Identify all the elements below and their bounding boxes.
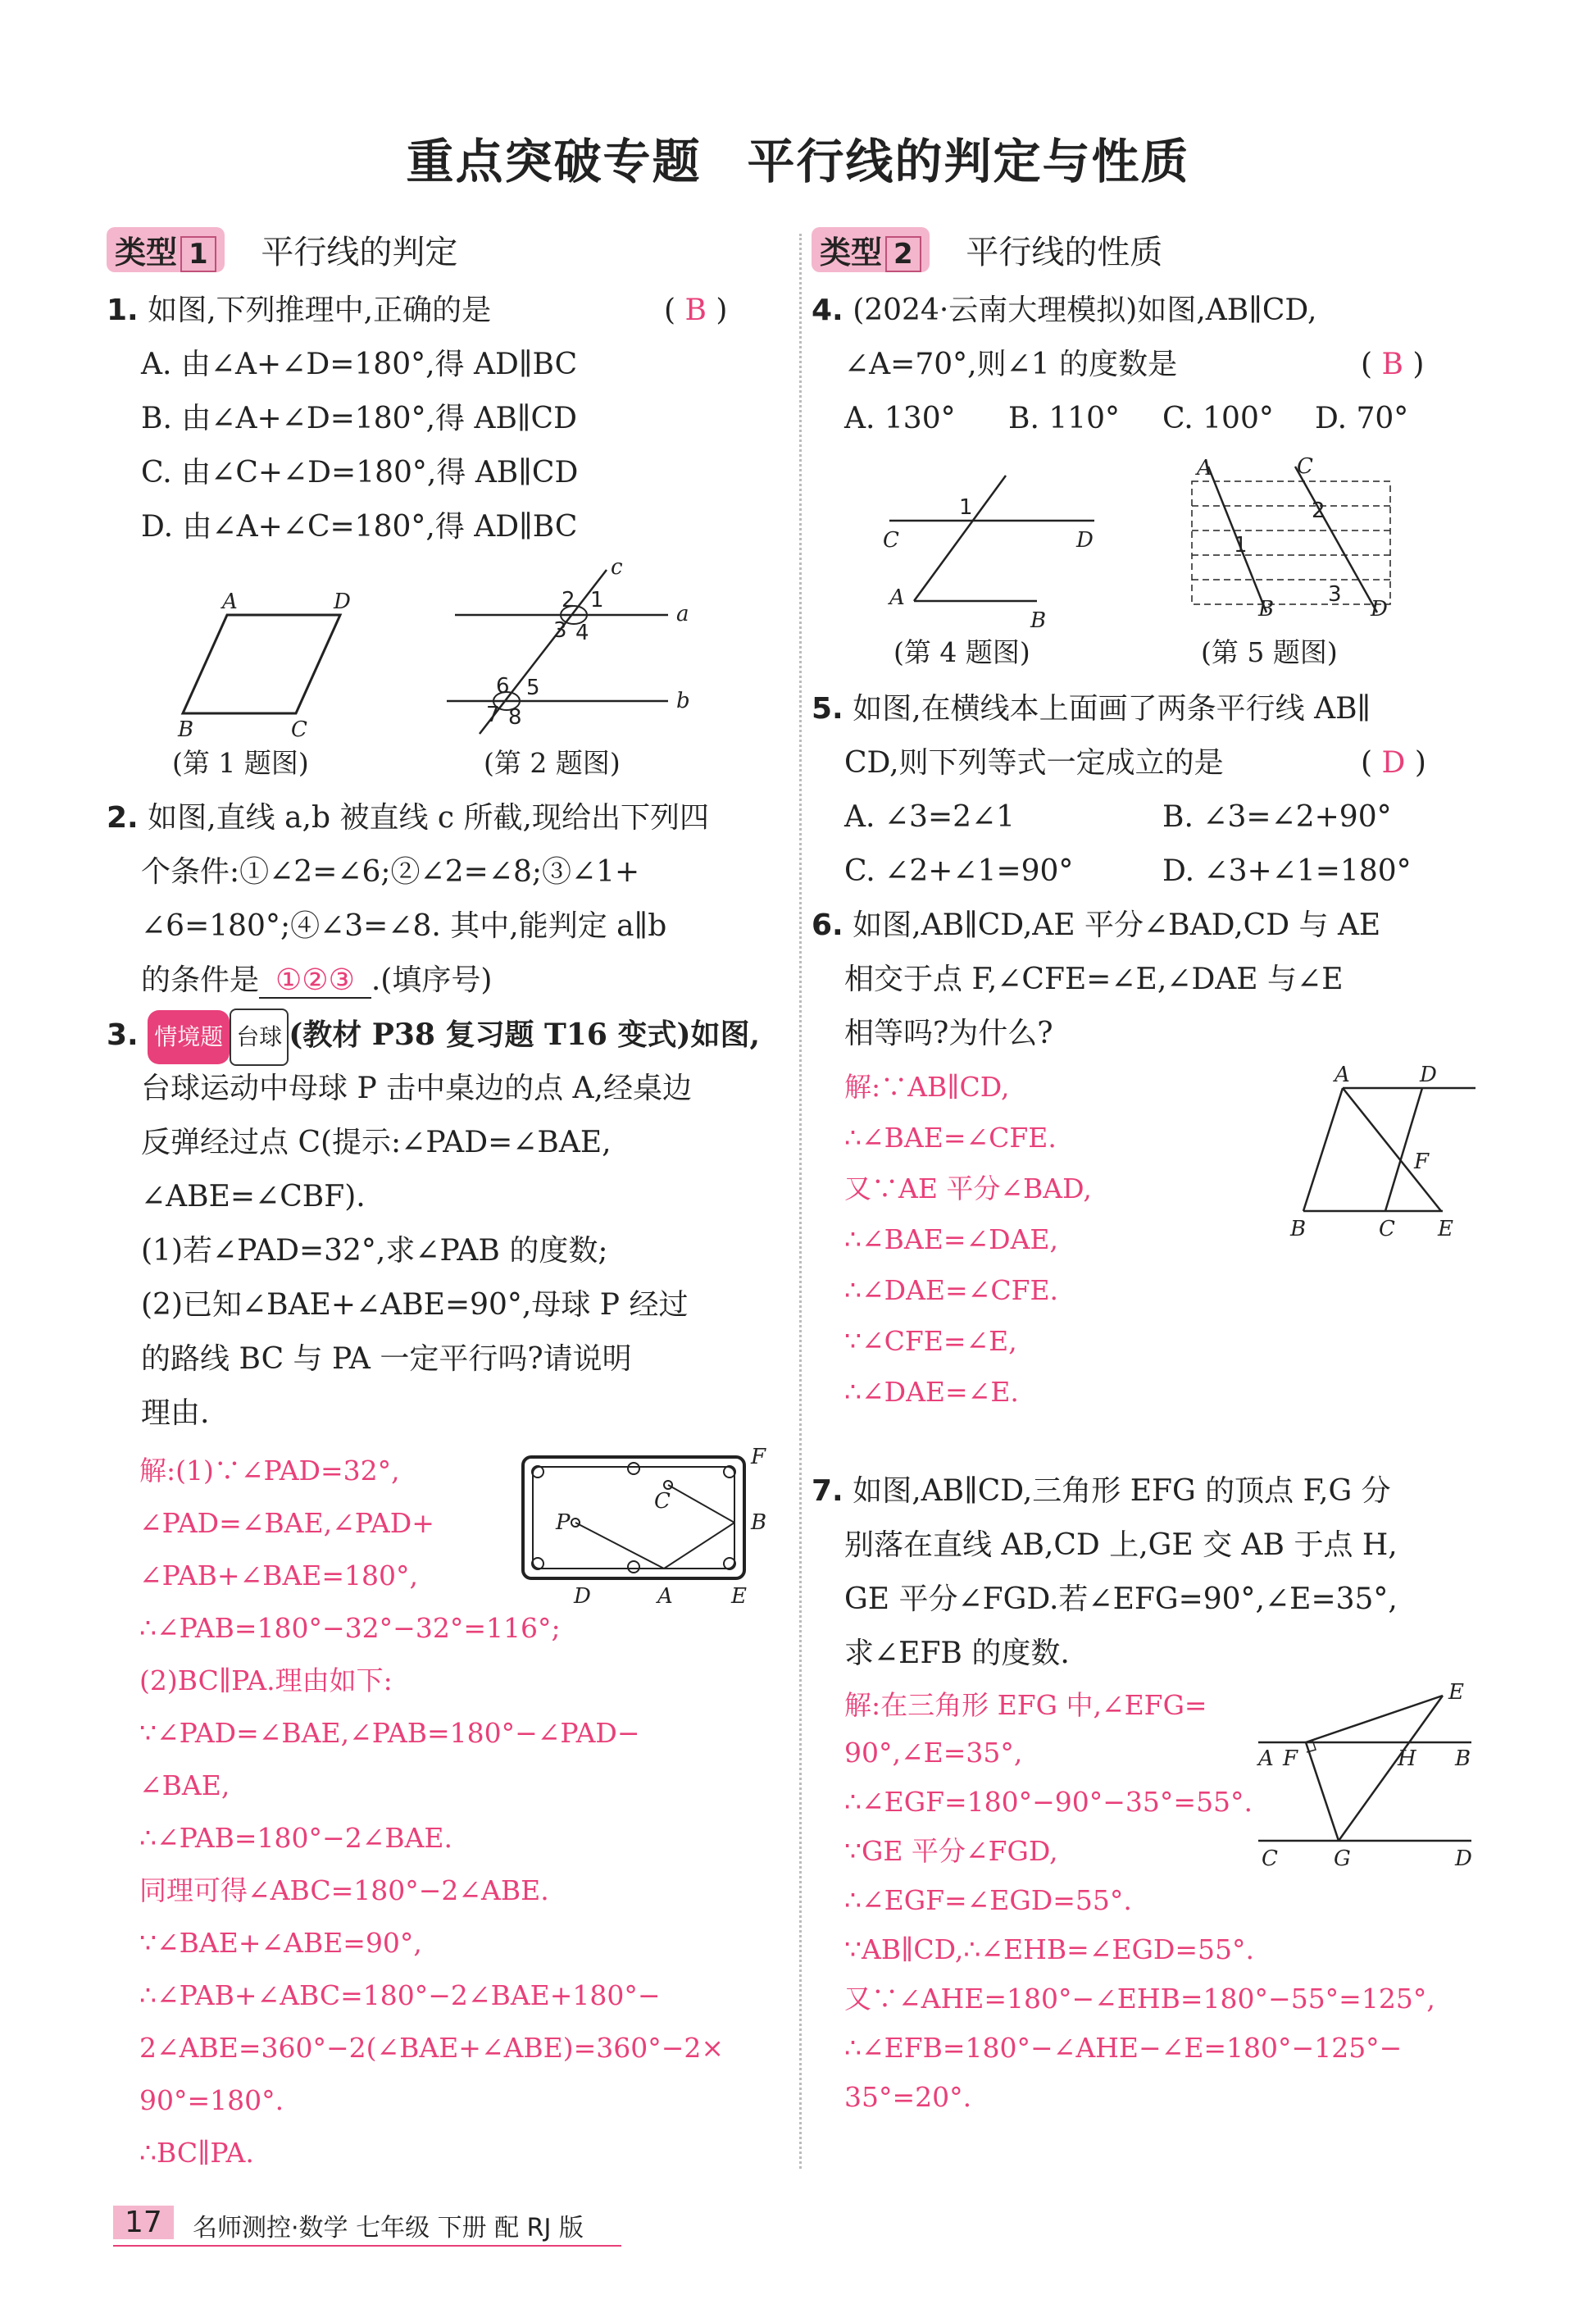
q5-option-a: A. ∠3=2∠1	[844, 800, 1016, 834]
svg-text:D: D	[574, 1584, 591, 1609]
svg-text:A: A	[889, 585, 905, 610]
q3-solution-11: ∴∠PAB+∠ABC=180°−2∠BAE+180°−	[139, 1979, 661, 2011]
svg-text:F: F	[751, 1445, 766, 1469]
svg-text:1: 1	[590, 588, 604, 612]
q7-solution-2: 90°,∠E=35°,	[844, 1737, 1023, 1769]
q6-line3: 相等吗?为什么?	[844, 1017, 1053, 1050]
q7-solution-6: ∵AB∥CD,∴∠EHB=∠EGD=55°.	[844, 1933, 1254, 1965]
svg-text:F: F	[1414, 1150, 1430, 1174]
q3-header: 3. 情境题 台球 (教材 P38 复习题 T16 变式)如图,	[107, 1008, 760, 1066]
q4-answer: B	[1381, 348, 1403, 381]
section-title: 平行线的判定	[261, 234, 458, 271]
svg-text:4: 4	[575, 621, 589, 645]
q7-solution-4: ∵GE 平分∠FGD,	[844, 1835, 1058, 1867]
footer-book-title: 名师测控·数学 七年级 下册 配 RJ 版	[193, 2214, 584, 2243]
q2-figure-caption: (第 2 题图)	[484, 747, 621, 779]
q5-option-d: D. ∠3+∠1=180°	[1162, 854, 1412, 888]
svg-text:D: D	[1076, 528, 1094, 553]
q3-solution-6: ∵∠PAD=∠BAE,∠PAB=180°−∠PAD−	[139, 1717, 640, 1749]
svg-text:E: E	[731, 1584, 747, 1609]
q2-line2: 个条件:①∠2=∠6;②∠2=∠8;③∠1+	[141, 855, 640, 889]
q5-figure-caption: (第 5 题图)	[1201, 636, 1338, 668]
svg-text:A: A	[222, 590, 238, 614]
q6-line2: 相交于点 F,∠CFE=∠E,∠DAE 与∠E	[844, 963, 1344, 996]
q7-solution-5: ∴∠EGF=∠EGD=55°.	[844, 1884, 1132, 1916]
q4-figure-caption: (第 4 题图)	[893, 636, 1030, 668]
svg-text:D: D	[334, 590, 351, 614]
svg-text:1: 1	[1234, 533, 1248, 558]
svg-text:C: C	[1297, 454, 1313, 479]
q2-line1: 2. 如图,直线 a,b 被直线 c 所截,现给出下列四	[107, 801, 709, 835]
q3-solution-4: ∴∠PAB=180°−32°−32°=116°;	[139, 1612, 561, 1644]
q3-solution-7: ∠BAE,	[139, 1769, 230, 1801]
q1-answer: B	[684, 294, 707, 327]
svg-text:c: c	[611, 555, 623, 580]
svg-text:D: D	[1420, 1063, 1437, 1087]
q3-solution-8: ∴∠PAB=180°−2∠BAE.	[139, 1822, 452, 1854]
svg-text:a: a	[676, 602, 689, 626]
svg-text:E: E	[1438, 1217, 1453, 1241]
q3-solution-13: 90°=180°.	[139, 2084, 284, 2116]
svg-text:2: 2	[1312, 499, 1325, 523]
q6-solution-4: ∴∠BAE=∠DAE,	[844, 1223, 1058, 1255]
q4-line2: ∠A=70°,则∠1 的度数是 ( B )	[844, 348, 1425, 381]
title-part2: 平行线的判定与性质	[747, 134, 1190, 189]
q3-solution-5: (2)BC∥PA.理由如下:	[139, 1664, 393, 1696]
svg-text:8: 8	[508, 705, 522, 730]
figure-q2	[447, 555, 693, 745]
q6-line1: 6. 如图,AB∥CD,AE 平分∠BAD,CD 与 AE	[812, 908, 1381, 942]
q2-line4: 的条件是 ①②③ .(填序号)	[141, 963, 493, 997]
q3-solution-10: ∵∠BAE+∠ABE=90°,	[139, 1927, 422, 1959]
q7-line3: GE 平分∠FGD.若∠EFG=90°,∠E=35°,	[844, 1582, 1398, 1616]
svg-text:P: P	[556, 1510, 571, 1535]
svg-text:A: A	[1335, 1063, 1350, 1087]
q5-option-c: C. ∠2+∠1=90°	[844, 854, 1074, 888]
svg-text:A: A	[1258, 1746, 1274, 1771]
svg-text:F: F	[1283, 1746, 1298, 1771]
q7-line2: 别落在直线 AB,CD 上,GE 交 AB 于点 H,	[844, 1528, 1398, 1562]
svg-text:E: E	[1448, 1680, 1464, 1705]
svg-text:B: B	[1290, 1217, 1307, 1241]
svg-text:2: 2	[562, 588, 575, 612]
q2-answer: ①②③	[259, 963, 371, 999]
q3-solution-12: 2∠ABE=360°−2(∠BAE+∠ABE)=360°−2×	[139, 2032, 725, 2064]
q3-solution-1: 解:(1)∵∠PAD=32°,	[139, 1455, 400, 1487]
q4-line1: 4. (2024·云南大理模拟)如图,AB∥CD,	[812, 294, 1317, 327]
q6-solution-3: 又∵AE 平分∠BAD,	[844, 1172, 1092, 1204]
q6-solution-2: ∴∠BAE=∠CFE.	[844, 1122, 1057, 1154]
svg-text:C: C	[654, 1489, 671, 1514]
q3-line3: ∠ABE=∠CBF).	[141, 1180, 366, 1213]
q6-solution-7: ∴∠DAE=∠E.	[844, 1376, 1019, 1408]
q7-line4: 求∠EFB 的度数.	[844, 1637, 1070, 1670]
svg-text:D: D	[1455, 1846, 1472, 1871]
q7-solution-8: ∴∠EFB=180°−∠AHE−∠E=180°−125°−	[844, 2032, 1403, 2064]
q3-solution-14: ∴BC∥PA.	[139, 2137, 254, 2169]
billiards-badge: 台球	[230, 1009, 289, 1066]
svg-text:H: H	[1398, 1746, 1416, 1771]
q3-line4: (1)若∠PAD=32°,求∠PAB 的度数;	[141, 1234, 608, 1268]
figure-q6	[1279, 1062, 1492, 1254]
q5-option-b: B. ∠3=∠2+90°	[1162, 800, 1392, 834]
svg-text:B: B	[751, 1510, 767, 1535]
section-tag: 类型 2	[812, 227, 930, 272]
svg-text:3: 3	[553, 618, 567, 643]
svg-text:3: 3	[1328, 582, 1342, 607]
section-header-type1	[107, 226, 457, 273]
figure-q4	[881, 471, 1111, 639]
q1-stem: 1. 如图,下列推理中,正确的是 ( B )	[107, 294, 728, 327]
footer-rule	[113, 2245, 621, 2247]
svg-text:B: B	[1030, 608, 1047, 633]
q7-line1: 7. 如图,AB∥CD,三角形 EFG 的顶点 F,G 分	[812, 1474, 1391, 1508]
svg-text:B: B	[1258, 597, 1275, 622]
svg-text:C: C	[1262, 1846, 1278, 1871]
q1-option-d: D. 由∠A+∠C=180°,得 AD∥BC	[141, 510, 578, 544]
q4-option-a: A. 130°	[844, 402, 956, 435]
svg-text:b: b	[676, 689, 690, 713]
figure-q1	[176, 590, 373, 741]
svg-text:5: 5	[526, 676, 540, 700]
q3-line6: 的路线 BC 与 PA 一定平行吗?请说明	[141, 1342, 632, 1376]
figure-q3	[516, 1447, 779, 1614]
q5-line2: CD,则下列等式一定成立的是 ( D )	[844, 746, 1426, 780]
section-tag: 类型 1	[107, 227, 225, 272]
svg-text:G: G	[1334, 1846, 1351, 1871]
q4-option-b: B. 110°	[1008, 402, 1121, 435]
q1-option-c: C. 由∠C+∠D=180°,得 AB∥CD	[141, 456, 579, 489]
page-number: 17	[113, 2206, 174, 2239]
q7-solution-9: 35°=20°.	[844, 2081, 972, 2113]
svg-text:A: A	[657, 1584, 673, 1609]
q3-solution-9: 同理可得∠ABC=180°−2∠ABE.	[139, 1874, 549, 1906]
q7-solution-7: 又∵∠AHE=180°−∠EHB=180°−55°=125°,	[844, 1983, 1435, 2015]
q6-solution-6: ∵∠CFE=∠E,	[844, 1325, 1017, 1357]
figure-q7	[1258, 1681, 1488, 1873]
q5-answer: D	[1381, 746, 1406, 780]
q1-option-a: A. 由∠A+∠D=180°,得 AD∥BC	[141, 348, 578, 381]
svg-text:6: 6	[496, 674, 510, 699]
svg-text:A: A	[1197, 456, 1212, 480]
svg-text:B: B	[178, 717, 194, 742]
section-header-type2	[812, 226, 1162, 273]
q3-line5: (2)已知∠BAE+∠ABE=90°,母球 P 经过	[141, 1288, 689, 1322]
svg-text:1: 1	[959, 495, 973, 520]
figure-q5	[1189, 455, 1402, 635]
q4-option-d: D. 70°	[1315, 402, 1409, 435]
title-part1: 重点突破专题	[406, 134, 702, 189]
q7-solution-3: ∴∠EGF=180°−90°−35°=55°.	[844, 1786, 1253, 1818]
q1-option-b: B. 由∠A+∠D=180°,得 AB∥CD	[141, 402, 577, 435]
svg-text:C: C	[291, 717, 307, 742]
svg-text:C: C	[883, 528, 899, 553]
svg-text:D: D	[1371, 597, 1388, 622]
q1-figure-caption: (第 1 题图)	[172, 747, 309, 779]
q6-solution-5: ∴∠DAE=∠CFE.	[844, 1274, 1059, 1306]
q3-line2: 反弹经过点 C(提示:∠PAD=∠BAE,	[141, 1126, 612, 1159]
q7-solution-1: 解:在三角形 EFG 中,∠EFG=	[844, 1689, 1207, 1721]
q3-line1: 台球运动中母球 P 击中桌边的点 A,经桌边	[141, 1072, 692, 1105]
q6-solution-1: 解:∵AB∥CD,	[844, 1071, 1010, 1103]
q3-solution-2: ∠PAD=∠BAE,∠PAD+	[139, 1507, 434, 1539]
svg-text:C: C	[1379, 1217, 1395, 1241]
svg-text:B: B	[1455, 1746, 1471, 1771]
q5-line1: 5. 如图,在横线本上面画了两条平行线 AB∥	[812, 692, 1371, 726]
page-title	[0, 123, 1596, 192]
q2-line3: ∠6=180°;④∠3=∠8. 其中,能判定 a∥b	[141, 909, 667, 943]
q3-line7: 理由.	[141, 1396, 210, 1430]
column-divider	[799, 234, 802, 2169]
q3-solution-3: ∠PAB+∠BAE=180°,	[139, 1560, 419, 1591]
q4-option-c: C. 100°	[1162, 402, 1274, 435]
section-title: 平行线的性质	[966, 234, 1163, 271]
situation-badge: 情境题	[148, 1010, 230, 1064]
svg-text:7: 7	[486, 703, 500, 727]
